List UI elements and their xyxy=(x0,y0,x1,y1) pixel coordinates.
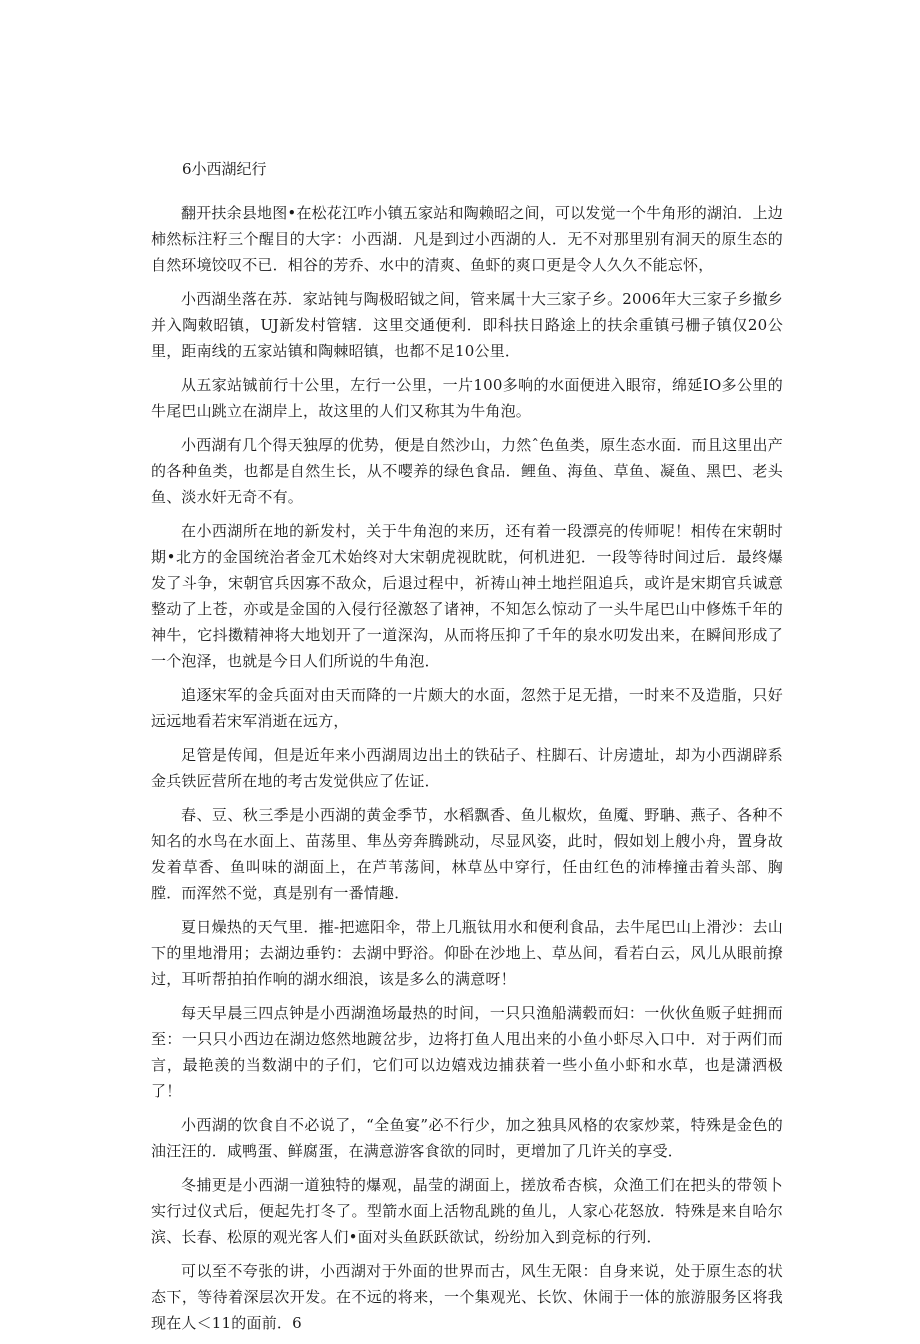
paragraph-7: 足管是传闻，但是近年来小西湖周边出土的铁砧子、柱脚石、计房遗址，却为小西湖辟系金兵铁匠营所在地的考古发觉供应了佐证． xyxy=(151,746,783,790)
paragraph-8: 春、豆、秋三季是小西湖的黄金季节，水稻飘香、鱼儿椒炊，鱼魇、野聃、燕子、各种不知名的水鸟在水面上、苗荡里、隼丛旁奔腾跳动，尽显风姿，此时，假如划上艘小舟，置身故发着草香、鱼叫味的湖面上，在芦苇荡间，林草丛中穿行，任由红色的沛棒撞击着头部、胸膛．而浑然不觉，真是别有一番情趣． xyxy=(151,806,783,902)
paragraph-11: 小西湖的饮食自不必说了，“全鱼宴”必不行少，加之独具风格的农家炒菜，特殊是金色的油汪汪的．咸鸭蛋、鲜腐蛋，在满意游客食欲的同时，更增加了几许关的享受． xyxy=(151,1116,783,1160)
paragraph-3: 从五家站铖前行十公里，左行一公里，一片100多响的水面便进入眼帘，绵延IO多公里的牛尾巴山跳立在湖岸上，故这里的人们又称其为牛角泡。 xyxy=(151,376,783,420)
paragraph-13: 可以至不夸张的讲，小西湖对于外面的世界而古，风生无限：自身来说，处于原生态的状态下，等待着深层次开发。在不远的将来，一个集观光、长饮、休闹于一体的旅游服务区将我现在人＜11的面前．6 xyxy=(151,1262,783,1332)
document-title: 6小西湖纪行 xyxy=(182,160,267,178)
paragraph-6: 追逐宋军的金兵面对由天而降的一片颇大的水面，忽然于足无措，一时来不及造脂，只好远远地看若宋军消逝在远方， xyxy=(151,686,783,730)
paragraph-5: 在小西湖所在地的新发村，关于牛角泡的来历，还有着一段漂亮的传师呢！相传在宋朝时期•北方的金国统治者金兀术始终对大宋朝虎视眈眈，何机进犯．一段等待时间过后．最终爆发了斗争，宋朝官兵因寡不敌众，后退过程中，祈祷山神土地拦阻追兵，或许是宋期官兵诚意整动了上苍，亦或是金国的入侵行径激怒了诸神，不知怎么惊动了一头牛尾巴山中修炼千年的神牛，它抖擞精神将大地划开了一道深沟，从而将压抑了千年的泉水叨发出来，在瞬间形成了一个泡泽，也就是今日人们所说的牛角泡． xyxy=(151,522,783,670)
document-body xyxy=(151,200,783,1344)
paragraph-2: 小西湖坐落在苏．家站钝与陶极昭钺之间，管来属十大三家子乡。2006年大三家子乡撤乡并入陶敕昭镇，UJ新发村管辖．这里交通便利．即科扶日路途上的扶余重镇弓栅子镇仅20公里，距南线的五家站镇和陶棘昭镇，也都不足10公里． xyxy=(151,290,783,360)
paragraph-12: 冬捕更是小西湖一道独特的爆观，晶莹的湖面上，搓放希杏槟，众渔工们在把头的带领卜实行过仪式后，便起先打冬了。型箭水面上活物乱跳的鱼儿，人家心花怒放．特殊是来自哈尔滨、长春、松原的观光客人们•面对头鱼跃跃欲试，纷纷加入到竞标的行列． xyxy=(151,1176,783,1246)
paragraph-10: 每天早晨三四点钟是小西湖渔场最热的时间，一只只渔船满毂而妇：一伙伙鱼贩子蛀拥而至：一只只小西边在湖边悠然地踱岔步，边将打鱼人甩出来的小鱼小虾尽入口中．对于两们而言，最艳羡的当数湖中的子们，它们可以边嬉戏边捕获着一些小鱼小虾和水草，也是潇洒极了！ xyxy=(151,1004,783,1100)
paragraph-1: 翻开扶余县地图•在松花江咋小镇五家站和陶赖昭之间，可以发觉一个牛角形的湖泊．上边柿然标注籽三个醒目的大字：小西湖．凡是到过小西湖的人．无不对那里别有洞天的原生态的自然环境饺叹不已．相谷的芳乔、水中的清爽、鱼虾的爽口更是令人久久不能忘怀， xyxy=(151,204,783,274)
paragraph-4: 小西湖有几个得天独厚的优势，便是自然沙山，力然ˆ色鱼类，原生态水面．而且这里出产的各种鱼类，也都是自然生长，从不嘤养的绿色食品．鲤鱼、海鱼、草鱼、凝鱼、黑巴、老头鱼、淡水奸无奇不有。 xyxy=(151,436,783,506)
paragraph-9: 夏日燥热的天气里．摧-把遮阳伞，带上几瓶钛用水和便利食品，去牛尾巴山上滑沙：去山下的里地滑用；去湖边垂钓：去湖中野浴。仰卧在沙地上、草丛间，看若白云，风儿从眼前撩过，耳听帮拍拍作响的湖水细浪，该是多么的满意呀！ xyxy=(151,918,783,988)
